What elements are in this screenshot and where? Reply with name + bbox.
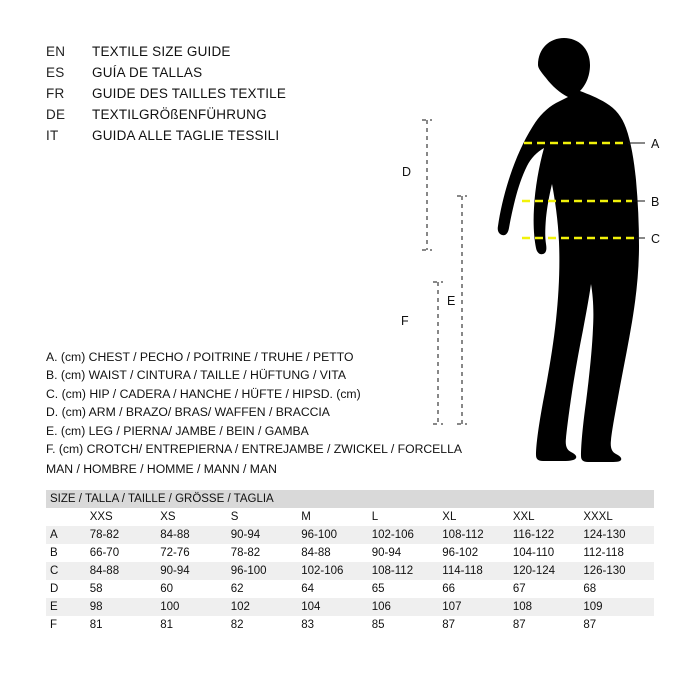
cell-d-m: 64 <box>301 583 315 595</box>
cell-e-xxs: 98 <box>89 601 103 613</box>
cell-e-xxxl: 109 <box>583 601 603 613</box>
marker-label-e: E <box>447 294 456 308</box>
cell-c-m: 102-106 <box>301 565 344 577</box>
cell-d-l: 65 <box>371 583 385 595</box>
table-title-row <box>46 490 654 508</box>
cell-f-xxs: 81 <box>89 619 103 631</box>
table-row <box>46 598 654 616</box>
cell-c-xxxl: 126-130 <box>583 565 626 577</box>
row-label-d: D <box>50 583 59 595</box>
cell-a-xs: 84-88 <box>160 529 190 541</box>
row-label-b: B <box>50 547 58 559</box>
cell-b-xxs: 66-70 <box>89 547 120 559</box>
marker-label-d: D <box>402 165 412 179</box>
language-code: DE <box>46 107 66 122</box>
cell-e-xxl: 108 <box>512 601 532 613</box>
legend-line-b: B. (cm) WAIST / CINTURA / TAILLE / HÜFTUNG / VITA <box>46 368 346 383</box>
cell-a-xxs: 78-82 <box>89 529 120 541</box>
cell-a-m: 96-100 <box>301 529 338 541</box>
cell-a-xxl: 116-122 <box>512 529 555 541</box>
cell-a-xl: 108-112 <box>442 529 484 541</box>
language-row <box>46 128 376 149</box>
cell-b-xxl: 104-110 <box>512 547 555 559</box>
cell-f-l: 85 <box>371 619 385 631</box>
language-code: FR <box>46 86 65 101</box>
row-label-c: C <box>50 565 59 577</box>
column-header-xxl: XXL <box>512 511 535 523</box>
cell-a-s: 90-94 <box>230 529 261 541</box>
legend-line-f: F. (cm) CROTCH/ ENTREPIERNA / ENTREJAMBE / ZWICKEL / FORCELLA <box>46 442 462 457</box>
cell-d-xl: 66 <box>442 583 456 595</box>
column-header-xxs: XXS <box>89 511 113 523</box>
column-header-xl: XL <box>442 511 457 523</box>
column-header-xs: XS <box>160 511 176 523</box>
cell-c-l: 108-112 <box>371 565 414 577</box>
cell-d-xxxl: 68 <box>583 583 597 595</box>
language-title: GUÍA DE TALLAS <box>92 65 203 80</box>
size-table <box>46 490 654 634</box>
marker-label-f: F <box>401 314 409 328</box>
language-title: TEXTILE SIZE GUIDE <box>92 44 231 59</box>
table-row <box>46 562 654 580</box>
row-label-f: F <box>50 619 58 631</box>
cell-b-xs: 72-76 <box>160 547 190 559</box>
row-label-a: A <box>50 529 58 541</box>
cell-f-xs: 81 <box>160 619 174 631</box>
cell-e-xs: 100 <box>160 601 180 613</box>
cell-b-m: 84-88 <box>301 547 331 559</box>
table-row <box>46 616 654 634</box>
cell-d-xxs: 58 <box>89 583 103 595</box>
marker-label-c: C <box>651 232 661 246</box>
man-silhouette <box>498 38 639 462</box>
cell-f-s: 82 <box>230 619 244 631</box>
language-row <box>46 44 376 65</box>
cell-f-xl: 87 <box>442 619 456 631</box>
cell-a-xxxl: 124-130 <box>583 529 626 541</box>
cell-b-s: 78-82 <box>230 547 261 559</box>
cell-b-xxxl: 112-118 <box>583 547 624 559</box>
cell-f-xxxl: 87 <box>583 619 597 631</box>
language-row <box>46 107 376 128</box>
column-header-xxxl: XXXL <box>583 511 613 523</box>
language-row <box>46 65 376 86</box>
language-code: EN <box>46 44 66 59</box>
cell-c-s: 96-100 <box>230 565 267 577</box>
gender-line: MAN / HOMBRE / HOMME / MANN / MAN <box>46 462 277 476</box>
cell-d-xs: 60 <box>160 583 174 595</box>
cell-e-m: 104 <box>301 601 321 613</box>
header-corner <box>46 508 90 526</box>
legend-line-d: D. (cm) ARM / BRAZO/ BRAS/ WAFFEN / BRACCIA <box>46 405 330 420</box>
marker-label-b: B <box>651 195 660 209</box>
table-row <box>46 544 654 562</box>
table-title: SIZE / TALLA / TAILLE / GRÖSSE / TAGLIA <box>50 493 274 505</box>
legend-line-a: A. (cm) CHEST / PECHO / POITRINE / TRUHE / PETTO <box>46 350 354 364</box>
column-header-m: M <box>301 511 311 523</box>
cell-b-xl: 96-102 <box>442 547 479 559</box>
table-row <box>46 526 654 544</box>
cell-c-xxl: 120-124 <box>512 565 556 577</box>
legend-line-e: E. (cm) LEG / PIERNA/ JAMBE / BEIN / GAMBA <box>46 423 309 438</box>
language-title: GUIDA ALLE TAGLIE TESSILI <box>92 128 280 143</box>
table-row <box>46 580 654 598</box>
legend-line-c: C. (cm) HIP / CADERA / HANCHE / HÜFTE / HIPSD. (cm) <box>46 386 361 401</box>
cell-e-xl: 107 <box>442 601 462 613</box>
language-code: ES <box>46 65 65 80</box>
cell-b-l: 90-94 <box>371 547 402 559</box>
cell-c-xs: 90-94 <box>160 565 190 577</box>
marker-label-a: A <box>651 137 660 151</box>
legend-block <box>46 348 476 458</box>
language-title-block <box>46 44 376 149</box>
cell-f-m: 83 <box>301 619 315 631</box>
language-code: IT <box>46 128 59 143</box>
table-header-row <box>46 508 654 526</box>
language-title: TEXTILGRÖßENFÜHRUNG <box>92 107 267 122</box>
column-header-l: L <box>371 511 379 523</box>
column-header-s: S <box>230 511 239 523</box>
cell-f-xxl: 87 <box>512 619 526 631</box>
cell-d-xxl: 67 <box>512 583 526 595</box>
cell-c-xxs: 84-88 <box>89 565 120 577</box>
cell-a-l: 102-106 <box>371 529 414 541</box>
language-title: GUIDE DES TAILLES TEXTILE <box>92 86 287 101</box>
language-row <box>46 86 376 107</box>
cell-d-s: 62 <box>230 583 244 595</box>
cell-c-xl: 114-118 <box>442 565 483 577</box>
cell-e-l: 106 <box>371 601 391 613</box>
row-label-e: E <box>50 601 58 613</box>
cell-e-s: 102 <box>230 601 250 613</box>
